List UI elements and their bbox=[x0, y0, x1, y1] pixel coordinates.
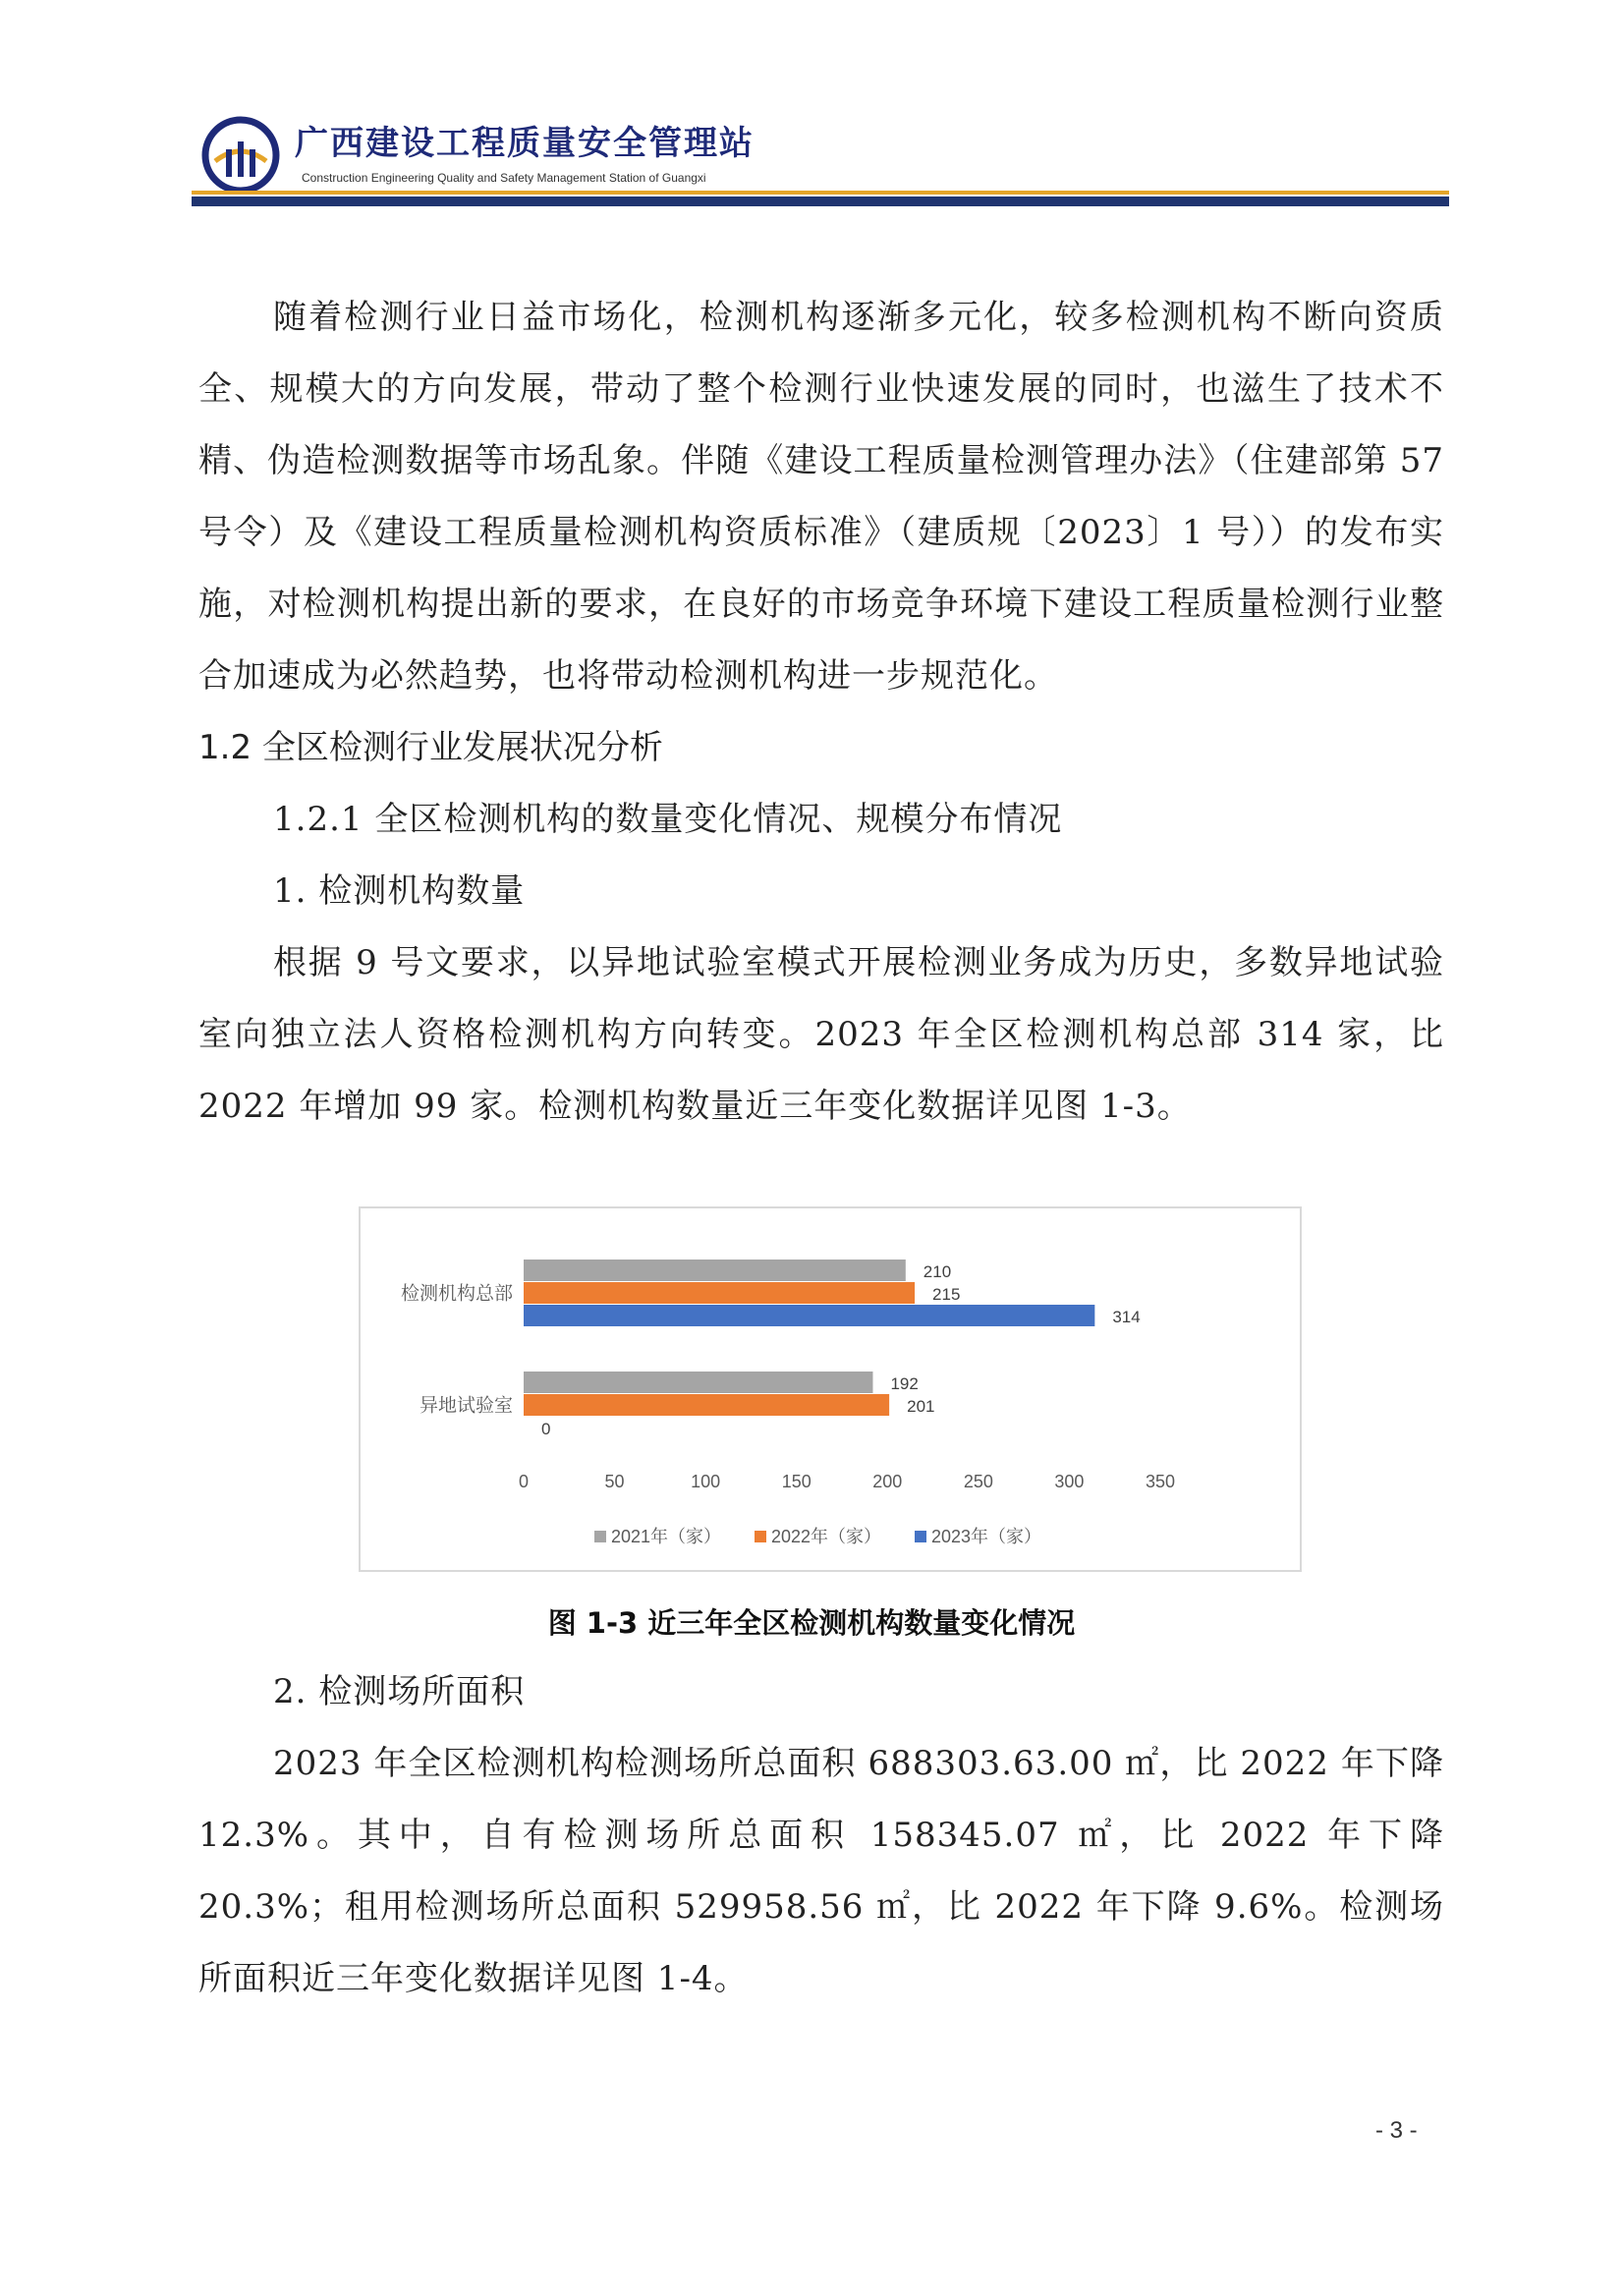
organization-subtitle: Construction Engineering Quality and Safety Management Station of Guangxi bbox=[302, 171, 706, 185]
legend-swatch bbox=[915, 1531, 926, 1542]
section-heading-1-2: 1.2 全区检测行业发展状况分析 bbox=[198, 728, 663, 767]
bar-chart-figure-1-3 bbox=[359, 1206, 1302, 1572]
legend-swatch bbox=[755, 1531, 766, 1542]
header-rule-blue bbox=[192, 196, 1449, 206]
data-label: 314 bbox=[1112, 1308, 1141, 1326]
header-rule-gold bbox=[192, 191, 1449, 195]
data-label: 210 bbox=[923, 1262, 952, 1281]
bar bbox=[524, 1305, 1094, 1326]
legend-label: 2021年（家） bbox=[611, 1527, 722, 1546]
paragraph-intro: 随着检测行业日益市场化，检测机构逐渐多元化，较多检测机构不断向资质全、规模大的方向发展，带动了整个检测行业快速发展的同时，也滋生了技术不精、伪造检测数据等市场乱象。伴随《建设工程质量检测管理办法》（住建部第 57 号令）及《建设工程质量检测机构资质标准》（建质规〔2023〕1 号））的发布实施，对检测机构提出新的要求，在良好的市场竞争环境下建设工程质量检测行业整合加速成为必然趋势，也将带动检测机构进一步规范化。 bbox=[198, 298, 1444, 696]
legend-label: 2022年（家） bbox=[771, 1527, 882, 1546]
x-tick-label: 100 bbox=[691, 1472, 721, 1491]
item-heading-2: 2. 检测场所面积 bbox=[273, 1672, 526, 1711]
x-tick-label: 50 bbox=[604, 1472, 625, 1491]
bar bbox=[524, 1282, 915, 1304]
paragraph-institution-count: 根据 9 号文要求，以异地试验室模式开展检测业务成为历史，多数异地试验室向独立法人资格检测机构方向转变。2023 年全区检测机构总部 314 家，比 2022 年增加 99 家。检测机构数量近三年变化数据详见图 1-3。 bbox=[198, 943, 1444, 1126]
x-tick-label: 250 bbox=[963, 1472, 993, 1491]
x-tick-label: 350 bbox=[1145, 1472, 1176, 1491]
bar bbox=[524, 1372, 872, 1393]
data-label: 192 bbox=[890, 1374, 919, 1393]
data-label: 0 bbox=[541, 1420, 551, 1438]
body-content-bottom bbox=[198, 1656, 1444, 2015]
page-number: - 3 - bbox=[1375, 2117, 1418, 2144]
data-label: 201 bbox=[907, 1397, 935, 1416]
data-label: 215 bbox=[932, 1285, 961, 1304]
category-label: 异地试验室 bbox=[419, 1395, 513, 1417]
subsection-heading-1-2-1: 1.2.1 全区检测机构的数量变化情况、规模分布情况 bbox=[273, 800, 1063, 839]
paragraph-area: 2023 年全区检测机构检测场所总面积 688303.63.00 ㎡，比 2022 年下降 12.3%。其中，自有检测场所总面积 158345.07 ㎡，比 2022 年下降 20.3%；租用检测场所总面积 529958.56 ㎡，比 2022 年下降 9.6%。检测场所面积近三年变化数据详见图 1-4。 bbox=[198, 1744, 1444, 1998]
figure-caption: 图 1-3 近三年全区检测机构数量变化情况 bbox=[547, 1606, 1076, 1640]
body-content-top bbox=[198, 282, 1444, 1143]
organization-name: 广西建设工程质量安全管理站 bbox=[295, 124, 755, 163]
page-header bbox=[192, 110, 1449, 208]
legend-swatch bbox=[594, 1531, 606, 1542]
x-tick-label: 300 bbox=[1054, 1472, 1085, 1491]
item-heading-1: 1. 检测机构数量 bbox=[273, 871, 526, 911]
legend-label: 2023年（家） bbox=[931, 1527, 1042, 1546]
bar-chart-svg bbox=[361, 1208, 1304, 1574]
x-tick-label: 200 bbox=[872, 1472, 903, 1491]
bar bbox=[524, 1394, 889, 1416]
x-tick-label: 150 bbox=[781, 1472, 812, 1491]
station-logo-icon bbox=[201, 116, 280, 195]
category-label: 检测机构总部 bbox=[400, 1283, 513, 1305]
bar bbox=[524, 1260, 906, 1281]
x-tick-label: 0 bbox=[518, 1472, 530, 1491]
